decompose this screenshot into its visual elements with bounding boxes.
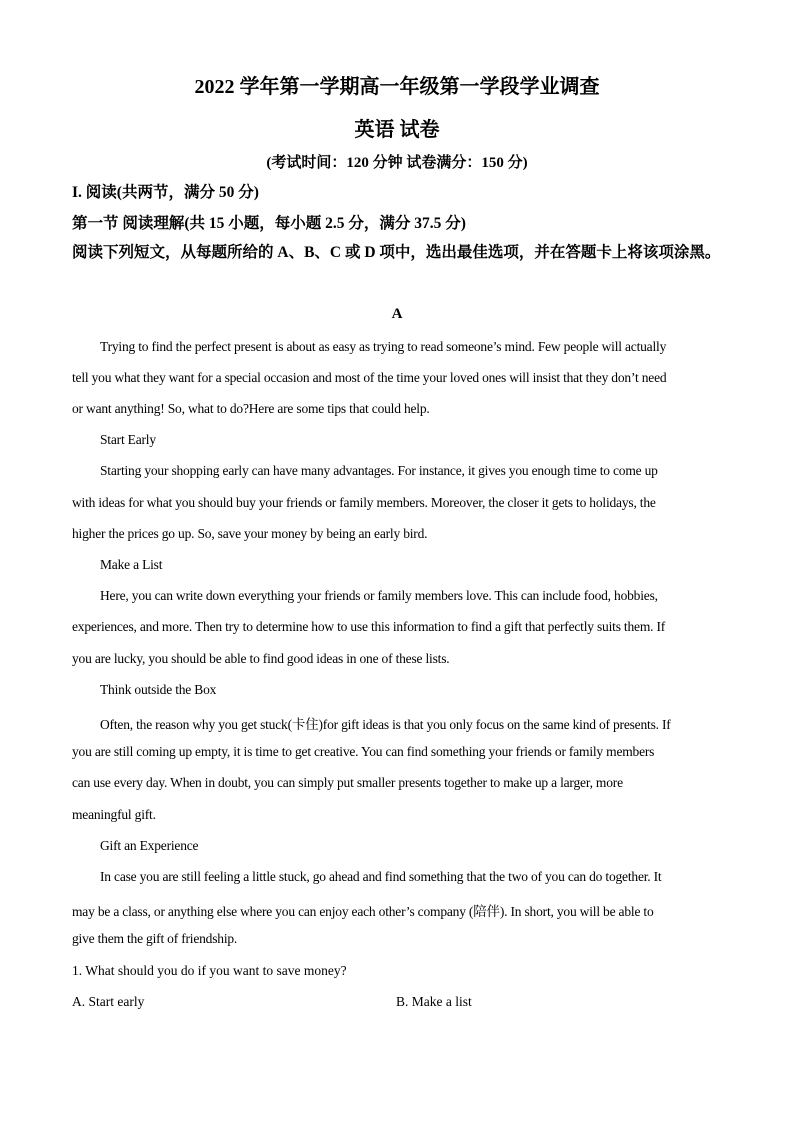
- option-b: B. Make a list: [396, 994, 472, 1009]
- passage-line: In case you are still feeling a little stuck, go ahead and find something that the two of you can do together. It: [100, 869, 662, 884]
- instructions: 阅读下列短文，从每题所给的 A、B、C 或 D 项中，选出最佳选项，并在答题卡上将该项涂黑。: [72, 244, 721, 261]
- section-heading: 第一节 阅读理解(共 15 小题，每小题 2.5 分，满分 37.5 分): [72, 215, 466, 232]
- passage-line: you are still coming up empty, it is time to get creative. You can find something your friends or family members: [72, 744, 655, 759]
- passage-line: may be a class, or anything else where you can enjoy each other’s company (陪伴). In short, you will be able to: [72, 904, 654, 919]
- passage-line: can use every day. When in doubt, you can simply put smaller presents together to make up a larger, more: [72, 775, 623, 790]
- exam-subtitle: 英语 试卷: [354, 119, 440, 141]
- passage-line: Starting your shopping early can have many advantages. For instance, it gives you enough time to come up: [100, 463, 658, 478]
- question-stem: 1. What should you do if you want to save money?: [72, 963, 347, 978]
- passage-subheading: Think outside the Box: [100, 682, 217, 697]
- passage-subheading: Start Early: [100, 432, 156, 447]
- passage-line: you are lucky, you should be able to find good ideas in one of these lists.: [72, 651, 450, 666]
- passage-line: meaningful gift.: [72, 807, 156, 822]
- passage-line: Trying to find the perfect present is about as easy as trying to read someone’s mind. Few people will actually: [100, 339, 667, 354]
- passage-line: experiences, and more. Then try to determine how to use this information to find a gift that perfectly suits them. If: [72, 619, 666, 634]
- passage-subheading: Gift an Experience: [100, 838, 199, 853]
- passage-line: give them the gift of friendship.: [72, 931, 238, 946]
- option-a: A. Start early: [72, 994, 145, 1009]
- passage-line: higher the prices go up. So, save your money by being an early bird.: [72, 526, 428, 541]
- passage-line: or want anything! So, what to do?Here are some tips that could help.: [72, 401, 430, 416]
- passage-line: Often, the reason why you get stuck(卡住)for gift ideas is that you only focus on the same kind of presents. If: [100, 717, 671, 732]
- part-heading: I. 阅读(共两节，满分 50 分): [72, 184, 259, 201]
- passage-line: Here, you can write down everything your friends or family members love. This can include food, hobbies,: [100, 588, 658, 603]
- passage-line: with ideas for what you should buy your friends or family members. Moreover, the closer it gets to holidays, the: [72, 495, 656, 510]
- passage-subheading: Make a List: [100, 557, 163, 572]
- exam-title: 2022 学年第一学期高一年级第一学段学业调查: [194, 76, 600, 98]
- passage-label: A: [391, 306, 403, 322]
- passage-line: tell you what they want for a special occasion and most of the time your loved ones will insist that they don’t need: [72, 370, 667, 385]
- exam-info: (考试时间：120 分钟 试卷满分：150 分): [266, 155, 528, 171]
